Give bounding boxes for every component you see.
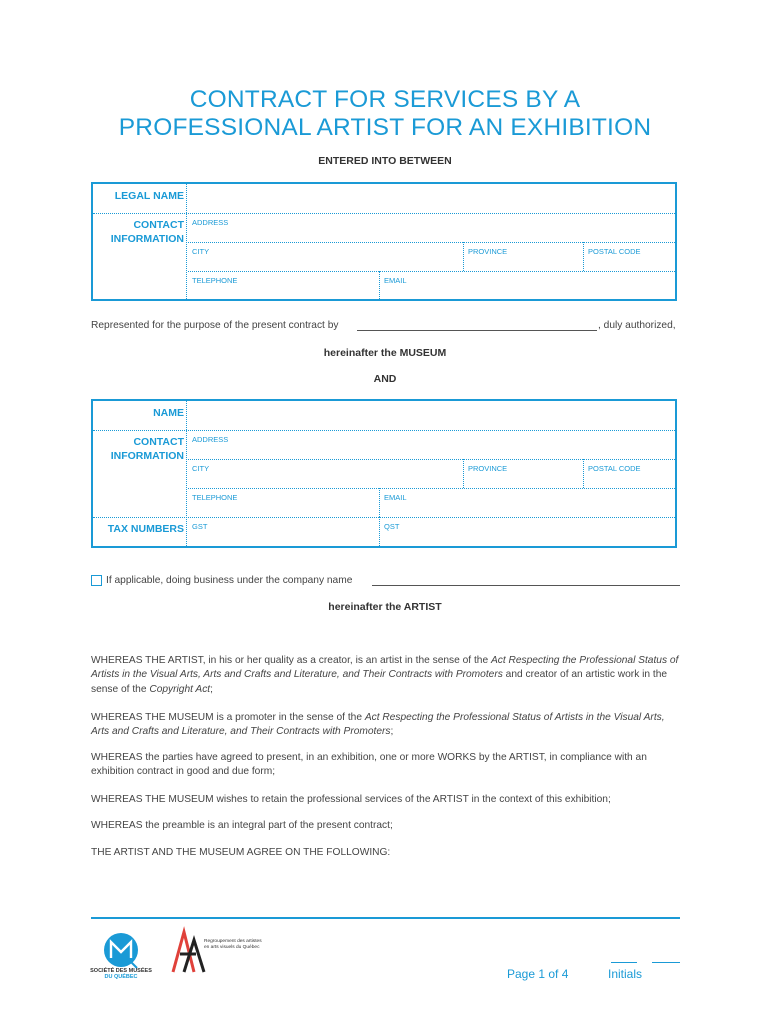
and-separator: AND [373, 373, 397, 385]
contact-label [93, 218, 184, 246]
whereas-1-text-e: ; [210, 683, 213, 695]
email-label: EMAIL [384, 493, 407, 502]
smq-logo-icon [101, 930, 141, 970]
smq-logo-text [86, 968, 156, 980]
whereas-paragraph-4: WHEREAS THE MUSEUM wishes to retain the professional services of the ARTIST in the context of this exhibition; [91, 794, 611, 805]
whereas-paragraph-2 [91, 711, 683, 740]
representative-name-field[interactable] [357, 330, 597, 331]
province-separator [583, 459, 584, 488]
whereas-paragraph-5: WHEREAS the preamble is an integral part of the present contract; [91, 820, 393, 831]
province-label: PROVINCE [468, 464, 508, 473]
contact-label [93, 435, 184, 463]
raav-logo-icon [170, 926, 206, 976]
represented-prefix: Represented for the purpose of the present contract by [91, 320, 339, 331]
smq-logo [101, 930, 141, 970]
smq-line-2: DU QUÉBEC [104, 974, 138, 980]
whereas-paragraph-1 [91, 654, 683, 697]
gst-label: GST [192, 522, 208, 531]
page-title [0, 86, 770, 142]
entered-into-heading: ENTERED INTO BETWEEN [318, 155, 452, 167]
company-checkbox[interactable] [91, 575, 102, 586]
company-name-field[interactable] [372, 585, 680, 586]
company-checkbox-label: If applicable, doing business under the company name [106, 575, 353, 586]
telephone-label: TELEPHONE [192, 276, 238, 285]
postal-code-label: POSTAL CODE [588, 464, 641, 473]
whereas-2-text-a: WHEREAS THE MUSEUM is a promoter in the sense of the [91, 712, 365, 723]
province-label: PROVINCE [468, 247, 508, 256]
legal-name-label: LEGAL NAME [114, 190, 184, 202]
title-line-1: CONTRACT FOR SERVICES BY A [189, 86, 581, 113]
title-line-2: PROFESSIONAL ARTIST FOR AN EXHIBITION [118, 114, 652, 141]
whereas-2-act-title: Act Respecting the Professional Status of Artists in the Visual Arts, Arts and Crafts and Literature, and Their Contracts with Promoters [91, 712, 665, 738]
address-row[interactable] [188, 430, 675, 460]
tax-numbers-row [93, 517, 675, 546]
address-label: ADDRESS [192, 218, 229, 227]
city-label: CITY [192, 247, 210, 256]
telephone-label: TELEPHONE [192, 493, 238, 502]
city-separator [463, 459, 464, 488]
legal-name-field[interactable] [188, 184, 675, 213]
whereas-1-text-a: WHEREAS THE ARTIST, in his or her quality as a creator, is an artist in the sense of the [91, 655, 491, 666]
footer-divider [91, 917, 680, 919]
city-row [188, 459, 675, 489]
telephone-separator [379, 488, 380, 517]
raav-line-1: Regroupement des artistes [204, 939, 262, 944]
tax-separator [379, 517, 380, 546]
agreement-statement: THE ARTIST AND THE MUSEUM AGREE ON THE FOLLOWING: [91, 847, 391, 858]
raav-logo [170, 926, 206, 976]
hereinafter-museum: hereinafter the MUSEUM [323, 347, 447, 359]
city-separator [463, 242, 464, 271]
page-number: Page 1 of 4 [507, 967, 569, 981]
tax-numbers-label: TAX NUMBERS [107, 523, 184, 535]
hereinafter-artist: hereinafter the ARTIST [328, 601, 442, 613]
artist-info-box [91, 399, 677, 548]
whereas-paragraph-3: WHEREAS the parties have agreed to present, in an exhibition, one or more WORKS by the ARTIST, in compliance with an exhibition contract in good and due form; [91, 752, 647, 778]
contact-label-line-1: CONTACT [133, 436, 184, 448]
contact-label-line-1: CONTACT [133, 219, 184, 231]
city-label: CITY [192, 464, 210, 473]
name-label: NAME [153, 407, 184, 419]
initials-field-2[interactable] [652, 962, 680, 963]
contact-label-line-2: INFORMATION [110, 233, 184, 245]
legal-name-row [93, 184, 675, 214]
postal-code-label: POSTAL CODE [588, 247, 641, 256]
initials-label: Initials [608, 967, 643, 981]
museum-info-box [91, 182, 677, 301]
telephone-separator [379, 271, 380, 299]
whereas-1-act-title: Act Respecting the Professional Status of Artists in the Visual Arts, Arts and Crafts and Literature, and Their Contracts with Promoters [91, 655, 679, 681]
name-field[interactable] [188, 401, 675, 430]
email-label: EMAIL [384, 276, 407, 285]
telephone-row [93, 488, 675, 518]
represented-suffix: , duly authorized, [598, 320, 676, 331]
whereas-1-text-c: and creator of an artistic work in the sense of the [91, 669, 668, 695]
raav-logo-text [204, 939, 262, 951]
address-label: ADDRESS [192, 435, 229, 444]
province-separator [583, 242, 584, 271]
contact-label-line-2: INFORMATION [110, 450, 184, 462]
raav-line-2: en arts visuels du Québec [204, 945, 260, 950]
name-row [93, 401, 675, 431]
city-row [188, 242, 675, 272]
telephone-row [188, 271, 675, 299]
smq-line-1: SOCIÉTÉ DES MUSÉES [90, 968, 152, 974]
qst-label: QST [384, 522, 400, 531]
address-row[interactable] [188, 213, 675, 243]
whereas-1-copyright-act: Copyright Act [149, 683, 211, 695]
initials-field-1[interactable] [611, 962, 637, 963]
whereas-2-text-c: ; [390, 726, 394, 738]
